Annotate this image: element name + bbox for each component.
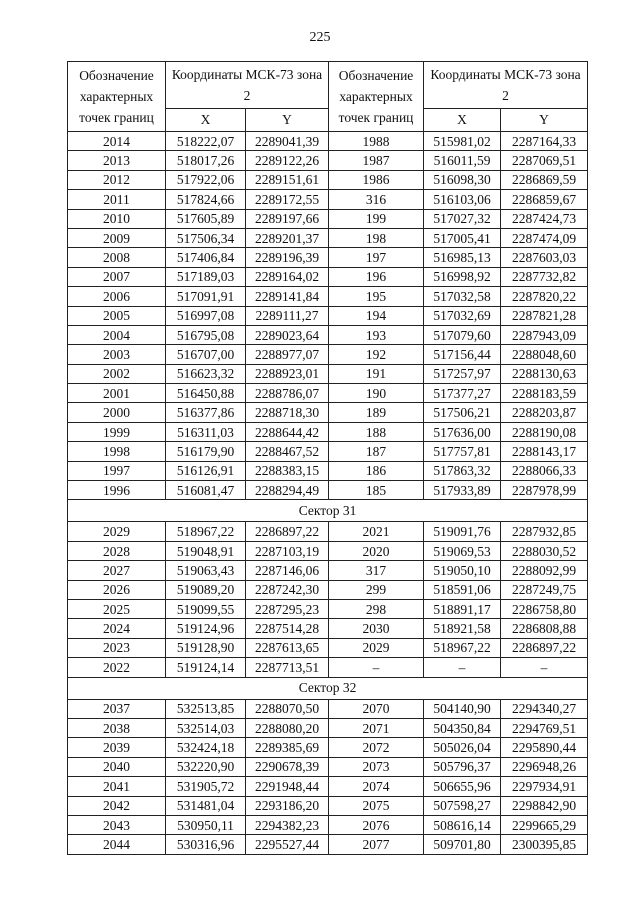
cell-x-right: 517757,81 [424,442,501,461]
header-x-left: X [166,109,246,132]
cell-point-id-left: 2039 [68,738,166,757]
cell-x-left: 519128,90 [166,638,246,657]
table-row [68,345,588,364]
cell-x-right: 506655,96 [424,777,501,796]
cell-x-left: 518017,26 [166,151,246,170]
cell-point-id-right: 2077 [329,835,424,854]
cell-point-id-right: 2072 [329,738,424,757]
cell-point-id-left: 2037 [68,699,166,718]
cell-x-right: 519091,76 [424,522,501,541]
page-number: 225 [309,30,331,45]
cell-point-id-left: 2006 [68,287,166,306]
cell-y-right: 2300395,85 [501,835,588,854]
cell-point-id-right: 185 [329,481,424,500]
cell-point-id-right: 317 [329,561,424,580]
table-row [68,815,588,834]
cell-x-right: 517933,89 [424,481,501,500]
cell-x-right: 517032,69 [424,306,501,325]
cell-y-right: 2297934,91 [501,777,588,796]
cell-point-id-left: 2013 [68,151,166,170]
table-row [68,638,588,657]
cell-y-right: 2295890,44 [501,738,588,757]
cell-point-id-left: 2042 [68,796,166,815]
table-row [68,580,588,599]
cell-point-id-left: 2001 [68,384,166,403]
cell-x-right: 517506,21 [424,403,501,422]
cell-y-right: 2287732,82 [501,267,588,286]
cell-x-left: 517406,84 [166,248,246,267]
header-x-right: X [424,109,501,132]
cell-y-left: 2288080,20 [246,718,329,737]
cell-x-right: 518591,06 [424,580,501,599]
cell-x-left: 516623,32 [166,364,246,383]
table-row [68,541,588,560]
cell-point-id-right: 188 [329,422,424,441]
cell-point-id-left: 2038 [68,718,166,737]
cell-y-right: 2288066,33 [501,461,588,480]
cell-x-left: 516707,00 [166,345,246,364]
table-row [68,364,588,383]
cell-y-left: 2287103,19 [246,541,329,560]
cell-y-left: 2288977,07 [246,345,329,364]
table-row [68,835,588,854]
cell-point-id-left: 2008 [68,248,166,267]
table-row [68,132,588,151]
cell-point-id-left: 2011 [68,190,166,209]
cell-y-right: – [501,658,588,677]
cell-y-left: 2287713,51 [246,658,329,677]
table-row [68,228,588,247]
cell-y-left: 2289111,27 [246,306,329,325]
cell-y-left: 2289023,64 [246,325,329,344]
cell-y-right: 2287474,09 [501,228,588,247]
cell-x-left: 519124,96 [166,619,246,638]
header-coordinates-left: Координаты МСК-73 зона 2 [166,62,329,109]
cell-point-id-left: 2002 [68,364,166,383]
cell-y-right: 2288203,87 [501,403,588,422]
table-row [68,151,588,170]
cell-x-left: 517506,34 [166,228,246,247]
cell-x-right: 517636,00 [424,422,501,441]
table-row [68,699,588,718]
cell-point-id-right: 316 [329,190,424,209]
cell-y-right: 2287821,28 [501,306,588,325]
cell-point-id-left: 2028 [68,541,166,560]
table-row [68,403,588,422]
cell-x-right: 504140,90 [424,699,501,718]
cell-x-left: 516997,08 [166,306,246,325]
cell-x-right: 505026,04 [424,738,501,757]
cell-point-id-left: 2009 [68,228,166,247]
cell-point-id-left: 2007 [68,267,166,286]
cell-y-left: 2287514,28 [246,619,329,638]
cell-x-left: 517189,03 [166,267,246,286]
cell-y-left: 2288786,07 [246,384,329,403]
cell-x-right: 517257,97 [424,364,501,383]
cell-x-left: 517605,89 [166,209,246,228]
cell-y-left: 2289141,84 [246,287,329,306]
cell-x-right: 518921,58 [424,619,501,638]
cell-point-id-right: 189 [329,403,424,422]
cell-y-right: 2288092,99 [501,561,588,580]
cell-x-right: 517079,60 [424,325,501,344]
cell-point-id-right: 1988 [329,132,424,151]
cell-y-left: 2291948,44 [246,777,329,796]
table-row [68,619,588,638]
cell-x-left: 530950,11 [166,815,246,834]
cell-x-left: 532514,03 [166,718,246,737]
table-row [68,777,588,796]
table-row [68,442,588,461]
cell-x-left: 530316,96 [166,835,246,854]
table-row [68,384,588,403]
cell-y-left: 2289197,66 [246,209,329,228]
cell-y-left: 2289172,55 [246,190,329,209]
table-row [68,522,588,541]
cell-point-id-right: 2021 [329,522,424,541]
cell-x-right: 516998,92 [424,267,501,286]
cell-x-left: 517824,66 [166,190,246,209]
cell-x-left: 516311,03 [166,422,246,441]
cell-y-left: 2289122,26 [246,151,329,170]
cell-x-left: 519048,91 [166,541,246,560]
cell-y-left: 2288294,49 [246,481,329,500]
cell-y-right: 2287249,75 [501,580,588,599]
cell-y-left: 2287146,06 [246,561,329,580]
cell-y-right: 2287820,22 [501,287,588,306]
cell-point-id-right: 1986 [329,170,424,189]
table-row [68,738,588,757]
table-body [68,132,588,855]
cell-x-right: 515981,02 [424,132,501,151]
cell-y-right: 2286808,88 [501,619,588,638]
table-row [68,658,588,677]
cell-x-right: – [424,658,501,677]
cell-point-id-right: 2073 [329,757,424,776]
cell-y-right: 2288048,60 [501,345,588,364]
cell-x-right: 508616,14 [424,815,501,834]
sector-title: Сектор 32 [68,677,588,699]
cell-point-id-right: 2030 [329,619,424,638]
table-row [68,481,588,500]
cell-x-left: 519063,43 [166,561,246,580]
cell-y-right: 2287943,09 [501,325,588,344]
cell-y-left: 2288923,01 [246,364,329,383]
cell-x-left: 532424,18 [166,738,246,757]
cell-point-id-right: 199 [329,209,424,228]
cell-y-left: 2288070,50 [246,699,329,718]
cell-x-left: 519089,20 [166,580,246,599]
cell-point-id-left: 2014 [68,132,166,151]
cell-x-right: 517863,32 [424,461,501,480]
table-row [68,248,588,267]
cell-y-right: 2286859,67 [501,190,588,209]
cell-x-left: 531905,72 [166,777,246,796]
cell-y-left: 2289201,37 [246,228,329,247]
cell-point-id-right: 190 [329,384,424,403]
sector-title-row [68,677,588,699]
cell-point-id-left: 2043 [68,815,166,834]
cell-x-left: 518967,22 [166,522,246,541]
cell-point-id-left: 2044 [68,835,166,854]
header-y-right: Y [501,109,588,132]
cell-point-id-right: 198 [329,228,424,247]
table-row [68,170,588,189]
cell-y-left: 2289151,61 [246,170,329,189]
cell-point-id-left: 2000 [68,403,166,422]
cell-point-id-right: – [329,658,424,677]
coordinates-table [67,61,588,855]
cell-x-left: 516126,91 [166,461,246,480]
cell-point-id-right: 2076 [329,815,424,834]
cell-x-right: 504350,84 [424,718,501,737]
cell-y-right: 2299665,29 [501,815,588,834]
sector-title: Сектор 31 [68,500,588,522]
cell-x-left: 516450,88 [166,384,246,403]
cell-point-id-left: 2004 [68,325,166,344]
cell-y-left: 2288467,52 [246,442,329,461]
table-row [68,796,588,815]
cell-y-right: 2288183,59 [501,384,588,403]
cell-y-right: 2287603,03 [501,248,588,267]
cell-point-id-right: 193 [329,325,424,344]
cell-x-left: 516795,08 [166,325,246,344]
cell-point-id-right: 2074 [329,777,424,796]
table-row [68,561,588,580]
cell-y-left: 2289164,02 [246,267,329,286]
cell-point-id-right: 195 [329,287,424,306]
table-header [68,62,588,132]
cell-y-right: 2294769,51 [501,718,588,737]
cell-y-right: 2296948,26 [501,757,588,776]
cell-y-left: 2287613,65 [246,638,329,657]
sector-title-row [68,500,588,522]
cell-point-id-left: 2024 [68,619,166,638]
cell-x-left: 517922,06 [166,170,246,189]
cell-x-right: 519069,53 [424,541,501,560]
table-row [68,461,588,480]
cell-x-left: 519099,55 [166,599,246,618]
cell-point-id-right: 2070 [329,699,424,718]
cell-y-left: 2289196,39 [246,248,329,267]
table-row [68,325,588,344]
cell-point-id-left: 1996 [68,481,166,500]
cell-x-right: 505796,37 [424,757,501,776]
cell-point-id-left: 2005 [68,306,166,325]
cell-y-right: 2287164,33 [501,132,588,151]
cell-x-left: 531481,04 [166,796,246,815]
cell-y-left: 2289385,69 [246,738,329,757]
cell-y-right: 2288190,08 [501,422,588,441]
cell-point-id-left: 2027 [68,561,166,580]
cell-point-id-right: 1987 [329,151,424,170]
cell-point-id-right: 191 [329,364,424,383]
cell-point-id-left: 1998 [68,442,166,461]
cell-point-id-left: 1997 [68,461,166,480]
cell-y-left: 2288644,42 [246,422,329,441]
cell-y-left: 2288383,15 [246,461,329,480]
cell-x-right: 517027,32 [424,209,501,228]
cell-y-left: 2294382,23 [246,815,329,834]
cell-y-right: 2287932,85 [501,522,588,541]
table-row [68,190,588,209]
cell-point-id-left: 2023 [68,638,166,657]
header-coordinates-right: Координаты МСК-73 зона 2 [424,62,588,109]
cell-y-left: 2289041,39 [246,132,329,151]
cell-x-right: 517156,44 [424,345,501,364]
cell-x-right: 518891,17 [424,599,501,618]
cell-x-right: 516098,30 [424,170,501,189]
cell-y-left: 2286897,22 [246,522,329,541]
cell-x-right: 516011,59 [424,151,501,170]
cell-x-right: 516985,13 [424,248,501,267]
cell-x-left: 516081,47 [166,481,246,500]
table-row [68,757,588,776]
cell-x-right: 516103,06 [424,190,501,209]
cell-point-id-right: 186 [329,461,424,480]
cell-point-id-right: 2071 [329,718,424,737]
cell-point-id-left: 2041 [68,777,166,796]
cell-x-left: 532513,85 [166,699,246,718]
cell-point-id-left: 2025 [68,599,166,618]
cell-point-id-left: 2029 [68,522,166,541]
cell-point-id-left: 2026 [68,580,166,599]
cell-y-left: 2293186,20 [246,796,329,815]
cell-y-right: 2287424,73 [501,209,588,228]
cell-point-id-left: 2022 [68,658,166,677]
cell-x-left: 532220,90 [166,757,246,776]
cell-y-left: 2287295,23 [246,599,329,618]
cell-point-id-right: 196 [329,267,424,286]
cell-point-id-right: 298 [329,599,424,618]
cell-point-id-right: 197 [329,248,424,267]
cell-y-right: 2288130,63 [501,364,588,383]
table-row [68,267,588,286]
cell-point-id-right: 2020 [329,541,424,560]
cell-x-left: 518222,07 [166,132,246,151]
cell-y-right: 2287069,51 [501,151,588,170]
table-row [68,306,588,325]
cell-x-right: 517032,58 [424,287,501,306]
cell-point-id-right: 192 [329,345,424,364]
cell-y-left: 2290678,39 [246,757,329,776]
cell-x-right: 509701,80 [424,835,501,854]
cell-x-left: 517091,91 [166,287,246,306]
table-row [68,287,588,306]
cell-point-id-right: 2075 [329,796,424,815]
cell-x-right: 507598,27 [424,796,501,815]
cell-point-id-left: 2003 [68,345,166,364]
cell-x-right: 517005,41 [424,228,501,247]
cell-x-left: 516179,90 [166,442,246,461]
table-row [68,599,588,618]
header-designation-right: Обозначение характерных точек границ [329,62,424,132]
cell-y-right: 2298842,90 [501,796,588,815]
table-row [68,209,588,228]
cell-y-right: 2286897,22 [501,638,588,657]
cell-y-right: 2288143,17 [501,442,588,461]
cell-point-id-left: 2040 [68,757,166,776]
cell-y-right: 2294340,27 [501,699,588,718]
cell-point-id-left: 2010 [68,209,166,228]
table-row [68,718,588,737]
cell-point-id-right: 2029 [329,638,424,657]
cell-y-left: 2287242,30 [246,580,329,599]
cell-y-right: 2286758,80 [501,599,588,618]
cell-x-left: 516377,86 [166,403,246,422]
cell-point-id-left: 1999 [68,422,166,441]
cell-y-right: 2286869,59 [501,170,588,189]
cell-x-right: 518967,22 [424,638,501,657]
header-y-left: Y [246,109,329,132]
cell-point-id-right: 194 [329,306,424,325]
cell-x-left: 519124,14 [166,658,246,677]
cell-x-right: 519050,10 [424,561,501,580]
cell-point-id-left: 2012 [68,170,166,189]
header-designation-left: Обозначение характерных точек границ [68,62,166,132]
cell-y-left: 2295527,44 [246,835,329,854]
table-row [68,422,588,441]
cell-point-id-right: 187 [329,442,424,461]
cell-y-right: 2287978,99 [501,481,588,500]
cell-y-right: 2288030,52 [501,541,588,560]
cell-point-id-right: 299 [329,580,424,599]
cell-y-left: 2288718,30 [246,403,329,422]
cell-x-right: 517377,27 [424,384,501,403]
